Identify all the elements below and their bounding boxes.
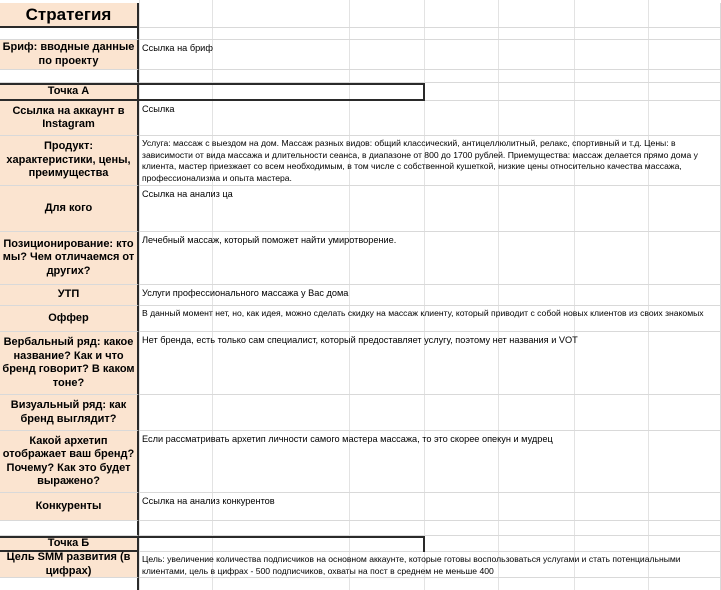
row-header-instagram[interactable]: Ссылка на аккаунт в Instagram [0, 101, 139, 136]
empty-cell[interactable] [0, 578, 139, 590]
empty-cell[interactable] [0, 28, 139, 40]
row-header-visual[interactable]: Визуальный ряд: как бренд выглядит? [0, 395, 139, 431]
row-value-instagram[interactable]: Ссылка [139, 101, 721, 136]
row-value-audience[interactable]: Ссылка на анализ ца [139, 186, 721, 232]
row-header-audience[interactable]: Для кого [0, 186, 139, 232]
row-value-goal[interactable]: Цель: увеличение количества подписчиков на основном аккаунте, которые готовы воспользоваться услугами и стать потенциальными клиентами, цель в цифрах - 500 подписчиков, охваты на пост в среднем не меньше 400 [139, 552, 721, 578]
row-value-archetype[interactable]: Если рассматривать архетип личности самого мастера массажа, то это скорее опекун и мудрец [139, 431, 721, 493]
row-value-verbal[interactable]: Нет бренда, есть только сам специалист, который предоставляет услугу, поэтому нет названия и VOT [139, 332, 721, 395]
empty-cell[interactable] [139, 28, 721, 40]
cell-border [139, 536, 425, 538]
row-value-usp[interactable]: Услуги профессионального массажа у Вас дома [139, 285, 721, 306]
cell-border [139, 83, 425, 85]
row-value-visual[interactable] [139, 395, 721, 431]
empty-cell[interactable] [0, 521, 139, 536]
row-header-offer[interactable]: Оффер [0, 306, 139, 332]
empty-cell[interactable] [139, 521, 721, 536]
section-point-a[interactable]: Точка А [0, 83, 139, 101]
row-header-brief[interactable]: Бриф: вводные данные по проекту [0, 40, 139, 70]
row-value-positioning[interactable]: Лечебный массаж, который поможет найти умиротворение. [139, 232, 721, 285]
row-value-offer[interactable]: В данный момент нет, но, как идея, можно сделать скидку на массаж клиенту, который приводит с собой новых клиентов из своих знакомых [139, 306, 721, 332]
row-value-product[interactable]: Услуга: массаж с выездом на дом. Массаж разных видов: общий классический, антицеллюлитный, релакс, спортивный и т.д. Цены: в зависимости от вида массажа и длительности сеанса, в диапазоне от 800 до 1700 рублей. Приемущества: массаж делается прямо дома у клиента, мастер приезжает со всем необходимым, в том числе с собственной кушеткой, низкие цены относительно качества массажа, профессионализма и опыта мастера. [139, 136, 721, 186]
row-header-positioning[interactable]: Позиционирование: кто мы? Чем отличаемся от других? [0, 232, 139, 285]
value-cell[interactable] [139, 3, 721, 28]
sheet-title[interactable]: Стратегия [0, 3, 139, 28]
empty-cell[interactable] [139, 536, 721, 552]
row-header-usp[interactable]: УТП [0, 285, 139, 306]
empty-cell[interactable] [0, 70, 139, 83]
section-point-b[interactable]: Точка Б [0, 536, 139, 552]
row-header-archetype[interactable]: Какой архетип отображает ваш бренд? Почему? Как это будет выражено? [0, 431, 139, 493]
row-header-product[interactable]: Продукт: характеристики, цены, преимущества [0, 136, 139, 186]
row-value-competitors[interactable]: Ссылка на анализ конкурентов [139, 493, 721, 521]
cell-border [423, 536, 425, 552]
row-header-verbal[interactable]: Вербальный ряд: какое название? Как и что бренд говорит? В каком тоне? [0, 332, 139, 395]
cell-border [423, 83, 425, 101]
empty-cell[interactable] [139, 70, 721, 83]
row-header-competitors[interactable]: Конкуренты [0, 493, 139, 521]
row-header-goal[interactable]: Цель SMM развития (в цифрах) [0, 552, 139, 578]
row-value-brief[interactable]: Ссылка на бриф [139, 40, 721, 70]
empty-cell[interactable] [139, 578, 721, 590]
